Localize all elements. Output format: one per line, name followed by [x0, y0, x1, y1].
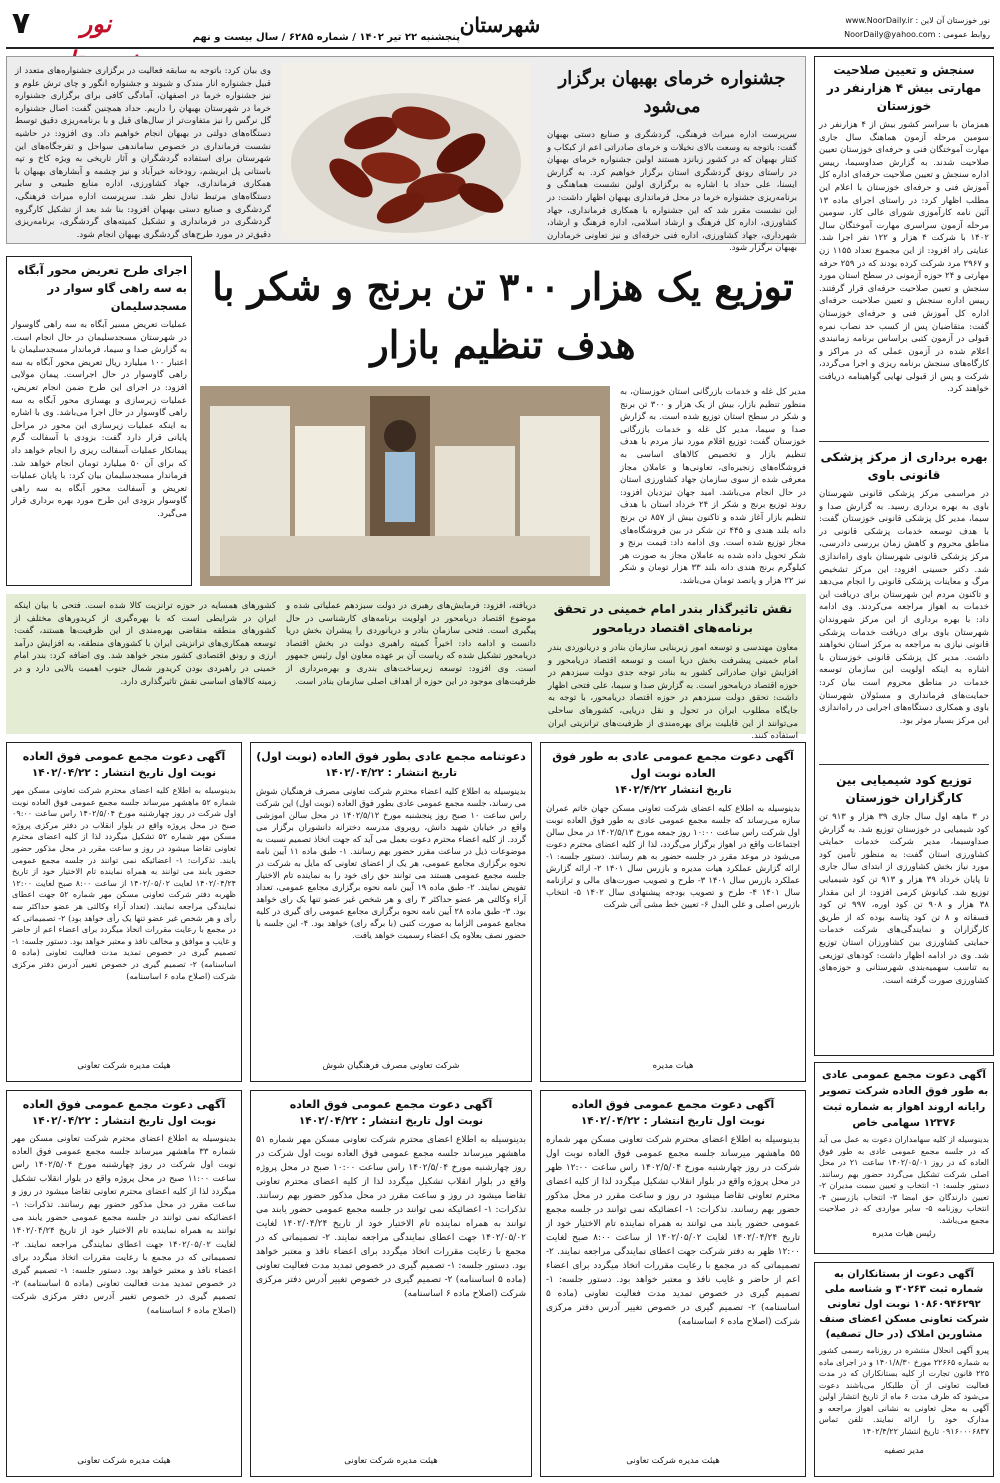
page-number: ۷ — [11, 6, 31, 41]
ad-date: نوبت اول تاریخ انتشار : ۱۴۰۲/۰۴/۲۲ — [298, 1115, 484, 1127]
ad-body: بدینوسیله از کلیه سهامداران دعوت به عمل می آید که در جلسه مجمع عمومی عادی به طور فوق العاده که در روز ۱۴۰۲/۰۵/۰۱ ساعت ۲۱ در محل اصلی شرکت تشکیل می‌گردد حضور بهم رسانند. دستور جلسه: ۱- انتخاب و تعیین سمت مدیران ۲- تعیین دارندگان حق امضا ۳- انتخاب بازرسین ۴- انتخاب روزنامه ۵- سایر مواردی که در صلاحیت مجمع می‌باشد. — [819, 1135, 989, 1225]
right-column-box — [814, 56, 994, 1056]
ad-title: آگهی دعوت از بستانکاران به شماره ثبت ۳۰۲۶۳ و شناسه ملی ۱۰۸۶۰۹۴۶۲۹۲ نوبت اول تعاونی شرکت تعاونی مسکن اعضای صنف مشاورین املاک (در حال تصفیه) — [819, 1269, 989, 1340]
ad-body: بدینوسیله به اطلاع کلیه اعضای شرکت تعاونی مسکن جهان خاتم عمران سازه می‌رساند که جلسه مجمع عمومی عادی به طور فوق العاده نوبت اول شرکت راس ساعت ۱۰:۰۰ روز جمعه مورخ ۱۴۰۲/۵/۱۳ در محل سالن اجتماعات واقع در اهواز برگزار می‌گردد، لذا از کلیه اعضای محترم دعوت می‌شود در موعد مقرر در جلسه حضور به هم رسانند. دستور جلسه: ۱- ارائه گزارش عملکرد هیات مدیره و بازرس سال ۱۴۰۱ ۲- ارائه گزارش عملکرد بازرس سال ۱۴۰۱ ۳- طرح و تصویب صورت‌های مالی و ترازنامه سال ۱۴۰۱ ۴- طرح و تصویب بودجه پیشنهادی سال ۱۴۰۲ ۵- انتخاب بازرس اصلی و علی البدل ۶- تعیین خط مشی آتی شرکت — [546, 803, 801, 909]
ad-date: نوبت اول تاریخ انتشار : ۱۴۰۲/۰۴/۲۲ — [580, 1115, 766, 1127]
ad-title: آگهی دعوت مجمع عمومی عادی به طور فوق العاده نوبت اول — [552, 750, 794, 780]
contact-website: نور خوزستان آن لاین : www.NoorDaily.ir — [845, 16, 990, 25]
ad-date: نوبت اول تاریخ انتشار : ۱۴۰۲/۰۴/۲۲ — [31, 1115, 217, 1127]
ad-body: بدینوسیله به اطلاع اعضای محترم شرکت تعاونی مسکن مهر شماره ۵۵ ماهشهر میرساند جلسه مجمع عمومی فوق العاده نوبت اول شرکت در روز چهارشنبه مورخ ۱۴۰۲/۵/۰۴ راس ساعت ۱۲:۰۰ ظهر در محل پروژه واقع در بلوار انقلاب تشکیل میگردد لذا از کلیه اعضای محترم تعاونی تقاضا میشود در روز و ساعت مقرر در محل مذکور حضور بهم رسانند. تذکرات: ۱- اعضائیکه نمی توانند در جلسه مجمع عمومی حضور یابند می توانند به همراه نماینده تام الاختیار خود از تاریخ ۱۴۰۲/۰۴/۲۴ لغایت ۱۴۰۲/۰۵/۰۲ از ساعت ۸:۰۰ صبح لغایت ۱۲:۰۰ ظهر به دفتر شرکت جهت اعطای نمایندگی مراجعه نمایند. ۲- تصمیماتی که در مجمع با رعایت مقررات اتخاذ میگردد برای اعضاء اعم از حاضر و غایب نافذ و معتبر خواهد بود. دستور جلسه: ۱- تصمیم گیری در خصوص تمدید مدت فعالیت تعاونی (ماده ۵ اساسنامه) ۲- تصمیم گیری در خصوص تغییر آدرس دفتر مرکزی شرکت (اصلاح ماده ۶ اساسنامه) — [546, 1135, 801, 1327]
bandar-body-col2: دریافته، افزود: فرمایش‌های رهبری در دولت سیزدهم عملیاتی شده و موضوع اقتصاد دریامحور در اولویت برنامه‌های کارشناسی در حال پیگیری است. فتحی سازمان بنادر و دریانوردی را پیشران بخش دریا دانست و ادامه داد: اخیراً کمیته راهبری دولت در بخش اقتصاد دریامحور تشکیل شده که ریاست آن بر عهده معاون اول رئیس جمهور است. وی افزود: توسعه زیرساخت‌های بندری و بهره‌برداری از ظرفیت‌های موجود در این حوزه از اهداف اصلی سازمان بنادر است. — [286, 601, 536, 687]
tarih-headline: اجرای طرح تعریض محور آبگاه به سه راهی گاو سوار در مسجدسلیمان — [17, 263, 187, 313]
ad-date: تاریخ انتشار ۱۴۰۲/۴/۲۲ — [614, 784, 732, 796]
ad-signature: هیئت مدیره شرکت تعاونی — [344, 1456, 438, 1466]
ad-notice-4 — [540, 1090, 806, 1477]
ad-notice-2 — [250, 742, 532, 1082]
khorma-headline: جشنواره خرمای بهبهان برگزار می‌شود — [558, 68, 786, 117]
ad-title: آگهی دعوت مجمع عمومی فوق العاده — [22, 750, 226, 763]
kood-body: در ۳ ماهه اول سال جاری ۳۹ هزار و ۹۱۳ تن کود شیمیایی در خوزستان توزیع شد. به گزارش صداوسیما، مدیر شرکت خدمات حمایتی کشاورزی استان گفت: به منظور تأمین کود مورد نیاز بخش کشاورزی از ابتدای سال جاری تا پایان خرداد ۳۹ هزار و ۹۱۳ تن کود شیمیایی توزیع شد. کیانوش کرمی افزود: از این مقدار ۳۸ هزار و ۹۰۸ تن کود اوره، ۹۹۷ تن کود فسفاته و ۸ تن کود پتاسه بوده که از طریق کارگزاران و نمایندگی‌های شرکت خدمات حمایتی کشاورزی بین کشاورزان استان توزیع شد. وی در ادامه اظهار داشت: کودهای توزیعی به تناسب سهمیه‌بندی شهرستانی و حوزه‌های کشاورزی صورت گرفته است. — [819, 812, 989, 986]
ad-signature: مدیر تصفیه — [884, 1446, 924, 1456]
khorma-story — [6, 56, 806, 254]
ad-date: تاریخ انتشار : ۱۴۰۲/۰۴/۲۲ — [324, 767, 458, 779]
rice-shop-photo — [200, 386, 610, 586]
ad-signature: هیئت مدیره شرکت تعاونی — [626, 1456, 720, 1466]
pezeshki-headline: بهره برداری از مرکز پزشکی قانونی باوی — [820, 450, 988, 482]
section-title: شهرستان — [459, 13, 541, 37]
ad-signature: هیئت مدیره شرکت تعاونی — [77, 1061, 171, 1071]
ad-signature: هیئت مدیره شرکت تعاونی — [77, 1456, 171, 1466]
kood-headline: توزیع کود شیمیایی بین کارگزاران خوزستان — [836, 773, 972, 805]
bandar-headline: نقش تاثیرگذار بندر امام خمینی در تحقق برنامه‌های اقتصاد دریامحور — [553, 602, 793, 635]
ad-title: دعوتنامه مجمع عادی بطور فوق العاده (نوبت اول) — [256, 750, 526, 763]
ad-notice-5 — [250, 1090, 532, 1477]
masthead-rule — [6, 47, 994, 49]
ad-title: آگهی دعوت مجمع عمومی فوق العاده — [289, 1098, 493, 1111]
bandar-body-col1: معاون مهندسی و توسعه امور زیربنایی سازمان بنادر و دریانوردی بندر امام خمینی پیشرفت بخش دریا است و توسعه اقتصاد دریامحور و افزایش توان صادراتی کشور به بنادر توجه جدی دولت سیزدهم در حوزه اقتصاد دریامحور است. به گزارش صدا و سیما، علی فتحی اظهار داشت: تحقق دولت سیزدهم در حوزه اقتصاد دریامحور، با توجه به جایگاه مطلوب ایران در تحول و نقل دریایی، کشورهای ساحلی می‌توانند از این قابلیت برای بهره‌مندی از ظرفیت‌های ترانزیتی ایران استفاده کنند. — [548, 643, 798, 742]
masthead — [0, 0, 1000, 50]
berenj-body: مدیر کل غله و خدمات بازرگانی استان خوزستان، به منظور تنظیم بازار، بیش از یک هزار و ۳۰۰ تن برنج و شکر در سطح استان توزیع شده است. به گزارش صدا و سیما، مدیر کل غله و خدمات بازرگانی خوزستان گفت: توزیع اقلام مورد نیاز مردم با هدف تنظیم بازار و تخصیص کالاهای اساسی به فروشگاه‌های زنجیره‌ای، تعاونی‌ها و عاملان مجاز معرفی شده از سوی سازمان جهاد کشاورزی استان در حال انجام می‌باشد. امید جهان تیزدیان افزود: روند توزیع برنج و شکر از ۲۴ خرداد استان با هدف تنظیم بازار آغاز شده و تاکنون بیش از ۸۵۷ تن برنج دانه بلند هندی و ۴۴۵ تن شکر در بین فروشگاه‌های مجاز توزیع شده است. وی ادامه داد: قیمت برنج و شکر تحویل داده شده به عاملان مجاز به صورت هر کیلوگرم برنج هندی دانه بلند ۳۳ هزار تومان و شکر نیز ۲۲ هزار و پانصد تومان می‌باشد. — [620, 387, 806, 586]
ad-title: آگهی دعوت مجمع عمومی عادی به طور فوق العاده شرکت تصویر رایانه اروند اهواز به شماره ثبت ۱۲۳۷۶ سهامی خاص — [819, 1069, 989, 1129]
ad-notice-6 — [6, 1090, 242, 1477]
pezeshki-body: در مراسمی مرکز پزشکی قانونی شهرستان باوی به بهره برداری رسید. به گزارش صدا و سیما، مدیر کل پزشکی قانونی خوزستان گفت: با هدف توسعه خدمات پزشکی قانونی در مناطق محروم و کاهش زمان بررسی دادرسی، مرکز پزشکی قانونی شهرستان باوی راه‌اندازی شد. دکتر حسینی افزود: این مرکز تشخیص مرگ و معاینات پزشکی قانونی را انجام می‌دهد و تاکنون مردم این شهرستان برای دریافت این خدمات به اهواز مراجعه می‌کردند. وی ادامه داد: با بهره برداری از این مرکز شهروندان شهرستان باوی برای دریافت خدمات پزشکی قانونی نیازی به مراجعه به مرکز استان نخواهند داشت. مدیر کل پزشکی قانونی خوزستان با اشاره به اینکه اولویت این سازمان توسعه خدمات در مناطق محروم است بیان کرد: حمایت‌های فرمانداری و مسئولان شهرستان باوی و همکاری دستگاه‌های اجرایی در راه‌اندازی این مرکز بسیار موثر بود. — [819, 489, 989, 726]
ad-signature: شرکت تعاونی مصرف فرهنگیان شوش — [322, 1061, 460, 1071]
ad-signature: رئیس هیات مدیره — [872, 1229, 936, 1239]
sanjesh-headline: سنجش و تعیین صلاحیت مهارتی بیش ۴ هزارنفر در خوزستان — [826, 63, 982, 113]
ad-title: آگهی دعوت مجمع عمومی فوق العاده — [22, 1098, 226, 1111]
tarih-body: عملیات تعریض مسیر آبگاه به سه راهی گاوسوار در شهرستان مسجدسلیمان در حال انجام است. به گزارش صدا و سیما، فرماندار مسجدسلیمان با اعتبار ۱۰۰ میلیارد ریال تعریض محور آبگاه به سه راهی گاوسوار در حال اجراست. پیمان مولایی افزود: در اجرای این طرح ضمن انجام تعریض، عملیات زیرسازی و بهسازی محور آبگاه به سه راهی گاوسوار در حال اجرا می‌باشد. وی با اشاره به اینکه عملیات زیرسازی این محور در مراحل پایانی قرار دارد گفت: بزودی با آسفالت گرم پیمانکار عملیات آسفالت ریزی را انجام خواهد داد که برای آن ۵۰ میلیارد تومان انجام خواهد شد. فرماندار مسجدسلیمان بیان کرد: با پایان عملیات تعریض و آسفالت محور آبگاه به سه راهی گاوسوار بزودی این طرح مورد بهره برداری قرار می‌گیرد. — [11, 320, 188, 519]
ad-signature: هیات مدیره — [652, 1061, 694, 1071]
khorma-body-col2: وی بیان کرد: باتوجه به سابقه فعالیت در برگزاری جشنواره‌های متعدد از قبیل جشنواره انار مندک و شیوند و جشنواره انگور و چای ترش علوم و نیز جشنواره خرما در اصفهان، آمادگی کافی برای برگزاری جشنواره خرما در شهرستان بهبهان را داریم. حداد همچنین گفت: اصال جشنواره گل نرگس را نیز متفاوت‌تر از سال‌های قبل و با برنامه‌ریزی دقیق توسط دستگاه‌های دولتی در بهبهان انجام خواهیم داد. وی افزود: در حاشیه نشست فرمانداری در خصوص ساماندهی سواحل و تفرجگاه‌های این شهرستان برای استفاده گردشگران و آثار تاریخی به ویژه کاخ و تپه باستانی پل ابریشم، رودخانه خیرآباد و نیز چشمه و آبشارهای بهبهان با همکاری فرمانداری، جهاد کشاورزی، اداره منابع طبیعی و سایر دستگاه‌های مرتبط تبادل نظر شد. سرپرست اداره میراث فرهنگی، گردشگری و صنایع دستی بهبهان افزود: بنا شد بعد از تشکیل کارگروه گردشگری در فرمانداری و تشکیل کمیته‌های گردشگری، برنامه‌ریزی دقیق‌تر در مورد طرح‌های گردشگری بهبهان انجام شود. — [15, 66, 271, 240]
bandar-body-col3: کشورهای همسایه در حوزه ترانزیت کالا شده است. فتحی با بیان اینکه ایران در شرایطی است که با بهره‌گیری از کریدورهای مختلف از کشورهای منطقه متقاضی بهره‌مندی از این ظرفیت‌ها هستند، گفت: توسعه همکاری‌های ترانزیتی ایران با کشورهای منطقه، به افزایش درآمد ارزی و رونق اقتصادی کشور منجر خواهد شد. وی اضافه کرد: بندر امام خمینی در راهبردی بودن کریدور شمال جنوب اهمیت بالایی دارد و در زمینه کالاهای اساسی نقش تاثیرگذاری دارد. — [14, 601, 276, 687]
sanjesh-body: همزمان با سراسر کشور بیش از ۴ هزارنفر در سومین مرحله آزمون هماهنگ سال جاری مهارت آموختگان فنی و حرفه‌ای خوزستان تعیین صلاحیت شدند. به گزارش صداوسیما، رییس اداره سنجش و تعیین صلاحیت حرفه‌ای اداره کل آموزش فنی و حرفه‌ای خوزستان با اعلام این مطلب اظهار کرد: در راستای اجرای ماده ۱۳ آئین نامه کارآموزی شورای عالی کار، سومین مرحله آزمون سراسری مهارت آموختگان سال ۱۴۰۲ با شرکت ۴ هزار و ۱۲۲ نفر اجرا شد. عنایتی راد افزود: از این مجموع تعداد ۱۱۵۵ زن و ۲۹۶۷ مرد شرکت کرده بودند که در ۲۵۹ حرفه مهارتی و ۲۴ حوزه آزمونی در سطح استان مورد سنجش و تعیین صلاحیت حرفه‌ای قرار گرفتند. رییس اداره سنجش و تعیین صلاحیت حرفه‌ای اداره کل آموزش فنی و حرفه‌ای خوزستان گفت: متقاضیان پس از کسب حد نصاب نمره قبولی در آزمون کتبی براساس برنامه زمانبندی اعلام شده در آزمون عملی که در مراکز و کارگاه‌های سنجش برنامه ریزی و اجرا می‌گردد، شرکت و پس از قبولی نهایی گواهینامه دریافت خواهند کرد. — [819, 120, 989, 395]
ad-notice-7 — [814, 1062, 994, 1254]
contact-email: روابط عمومی : NoorDaily@yahoo.com — [844, 30, 990, 39]
dates-bowl-illustration — [281, 63, 531, 239]
ad-body: بدینوسیله به اطلاع اعضای محترم شرکت تعاونی مسکن مهر شماره ۵۱ ماهشهر میرساند جلسه مجمع عمومی فوق العاده نوبت اول شرکت در روز چهارشنبه مورخ ۱۴۰۲/۵/۰۴ راس ساعت ۱۰:۰۰ صبح در محل پروژه واقع در بلوار انقلاب تشکیل میگردد لذا از کلیه اعضای محترم تعاونی تقاضا میشود در روز و ساعت مقرر در محل مذکور حضور بهم رسانند. تذکرات: ۱- اعضائیکه نمی توانند در جلسه مجمع عمومی حضور یابند می توانند به همراه نماینده تام الاختیار خود از تاریخ ۱۴۰۲/۰۴/۲۴ لغایت ۱۴۰۲/۰۵/۰۲ جهت اعطای نمایندگی مراجعه نمایند. ۲- تصمیماتی که در مجمع با رعایت مقررات اتخاذ میگردد برای اعضاء نافذ و معتبر خواهد بود. دستور جلسه: ۱- تصمیم گیری در خصوص تمدید مدت فعالیت تعاونی (ماده ۵ اساسنامه) ۲- تصمیم گیری در خصوص تغییر آدرس دفتر مرکزی شرکت (اصلاح ماده ۶ اساسنامه) — [256, 1135, 526, 1299]
newspaper-logo: نور — [80, 9, 112, 38]
ad-body: بدینوسیله به اطلاع کلیه اعضای محترم شرکت تعاونی مسکن مهر شماره ۵۲ ماهشهر میرساند جلسه مجمع عمومی فوق العاده نوبت اول شرکت در روز چهارشنبه مورخ ۱۴۰۲/۵/۰۴ راس ساعت ۰۹:۰۰ صبح در محل پروژه واقع در بلوار انقلاب در دفتر مرکزی پروژه مسکن مهر شماره ۵۲ تشکیل میگردد لذا از کلیه اعضای محترم تعاونی تقاضا میشود در روز و ساعت مقرر در محل مذکور حضور یابند. تذکرات: ۱- اعضائیکه نمی توانند در جلسه مجمع عمومی حضور یابند می توانند به همراه نماینده تام الاختیار خود از تاریخ ۱۴۰۲/۰۴/۲۴ لغایت ۱۴۰۲/۰۵/۰۲ از ساعت ۸:۰۰ صبح لغایت ۱۲:۰۰ ظهربه دفتر شرکت تعاونی مسکن مهر شماره ۵۲ جهت اعطای نمایندگی مراجعه نمایند. (تعداد آراء وکالتی هر عضو حداکثر سه رأی و هر شخص غیر عضو تنها یک رأی خواهد بود) ۲- تصمیماتی که در مجمع با رعایت مقررات اتخاذ میگردد برای اعضاء اعم از حاضر و غایب و موافق و مخالف نافذ و معتبر خواهد بود. دستور جلسه: ۱- تصمیم گیری در خصوص تمدید مدت فعالیت تعاونی (ماده ۵ اساسنامه) ۲- تصمیم گیری در خصوص تغییر آدرس دفتر مرکزی شرکت (اصلاح ماده ۶ اساسنامه) — [12, 785, 237, 981]
ad-body: پیرو آگهی انحلال منتشره در روزنامه رسمی کشور به شماره ۲۲۶۶۵ مورخ ۱۴۰۱/۸/۳۰ و در اجرای ماده ۲۲۵ قانون تجارت از کلیه بستانکاران که در مدت فعالیت تعاونی از آن طلبکار می‌باشند دعوت می‌شود که ظرف مدت ۶ ماه از تاریخ انتشار اولین آگهی به محل تعاونی به نشانی اهواز مراجعه و مدارک خود را ارائه نمایند. تلفن تماس ۰۹۱۶۰۰۰۶۸۳۷ تاریخ انتشار ۱۴۰۲/۴/۲۲ — [819, 1346, 990, 1436]
divider — [819, 764, 989, 765]
divider — [819, 441, 989, 442]
ad-notice-1 — [540, 742, 806, 1082]
dates-photo — [281, 63, 531, 239]
khorma-body-col1: سرپرست اداره میراث فرهنگی، گردشگری و صنایع دستی بهبهان گفت: باتوجه به وسعت بالای نخیلات و خرمای صادراتی اعم از کبکاب و کنتار بهبهان که در کشور زبانزد هستند اولین جشنواره خرمای بهبهان در راستای رونق گردشگری استان برگزار خواهیم کرد. به گزارش ایسنا، علی حداد با اشاره به برگزاری اولین نشست هماهنگی و برنامه‌ریزی جشنواره خرما در محل فرمانداری بهبهان اظهار داشت: در این نشست مقرر شد که این جشنواره با همکاری فرمانداری، جهاد کشاورزی، اداره کل فرهنگ و ارشاد اسلامی، اداره فرهنگ و ارشاد، شهرداری، جهاد کشاورزی، اداره فنی حرفه‌ای و نیز تعاونی خرمادارن بهبهان برگزار شود. — [547, 130, 797, 254]
ad-date: نوبت اول تاریخ انتشار : ۱۴۰۲/۰۴/۲۲ — [31, 767, 217, 779]
ad-body: بدینوسیله به اطلاع اعضای محترم شرکت تعاونی مسکن مهر شماره ۳۳ ماهشهر میرساند جلسه مجمع عمومی فوق العاده نوبت اول شرکت در روز چهارشنبه مورخ ۱۴۰۲/۵/۰۴ راس ساعت ۱۱:۰۰ صبح در محل پروژه واقع در بلوار انقلاب تشکیل میگردد لذا از کلیه اعضای محترم تعاونی تقاضا میشود در روز و ساعت مقرر در محل مذکور حضور بهم رسانند. تذکرات: ۱- اعضائیکه نمی توانند در جلسه مجمع عمومی حضور یابند می توانند به همراه نماینده تام الاختیار خود از تاریخ ۱۴۰۲/۰۴/۲۴ لغایت ۱۴۰۲/۰۵/۰۲ جهت اعطای نمایندگی مراجعه نمایند. ۲- تصمیماتی که در مجمع با رعایت مقررات اتخاذ میگردد برای اعضاء نافذ و معتبر خواهد بود. دستور جلسه: ۱- تصمیم گیری در خصوص تمدید مدت فعالیت تعاونی (ماده ۵ اساسنامه) ۲- تصمیم گیری در خصوص تغییر آدرس دفتر مرکزی شرکت (اصلاح ماده ۶ اساسنامه) — [12, 1134, 237, 1316]
ad-notice-3 — [6, 742, 242, 1082]
bandar-story — [6, 594, 806, 742]
berenj-headline: توزیع یک هزار ۳۰۰ تن برنج و شکر با هدف تنظیم بازار — [212, 264, 794, 367]
rice-sacks-illustration — [200, 386, 610, 586]
issue-date-line: پنجشنبه ۲۲ تیر ۱۴۰۲ / شماره ۶۲۸۵ / سال بیست و نهم — [192, 32, 460, 43]
ad-body: بدینوسیله به اطلاع کلیه اعضاء محترم شرکت تعاونی مصرف فرهنگیان شوش می رساند، جلسه مجمع عمومی عادی بطور فوق العاده (نوبت اول) این شرکت راس ساعت ۱۰ صبح روز پنجشنبه مورخ ۱۴۰۲/۵/۱۲ در محل سالن اموزشی واقع در خیابان شهید دانش، روبروی مدرسه دخترانه دانشوران برگزار می گردد. از کلیه اعضاء محترم دعوت بعمل می آید که جهت اتخاذ تصمیم نسبت به موضوعات ذیل در ساعت مقرر حضور بهم رسانند. ۱- طبق ماده ۱۱ آیین نامه نحوه برگزاری مجامع عمومی، هر یک از اعضای تعاونی که مایل به شرکت در جلسه مجمع عمومی هستند می توانند حق رای خود را به نماینده تام الاختیار تفویض نمایند. ۲- طبق ماده ۱۹ آیین نامه نحوه برگزاری مجامع عمومی، تعداد آراء وکالتی هر عضو حداکثر ۳ رای و هر شخص غیر عضو تنها یک رای خواهد بود. ۳- طبق ماده ۲۸ آیین نامه نحوه برگزاری مجامع عمومی رای گیری در کلیه مجامع عمومی الزاما به صورت کتبی (با برگه رای) خواهد بود. ۴- این جلسه با حضور نصف بعلاوه یک اعضاء رسمیت خواهد یافت. — [256, 786, 526, 940]
ad-title: آگهی دعوت مجمع عمومی فوق العاده — [571, 1098, 775, 1111]
tarih-story — [6, 256, 192, 586]
ad-notice-8 — [814, 1262, 994, 1477]
